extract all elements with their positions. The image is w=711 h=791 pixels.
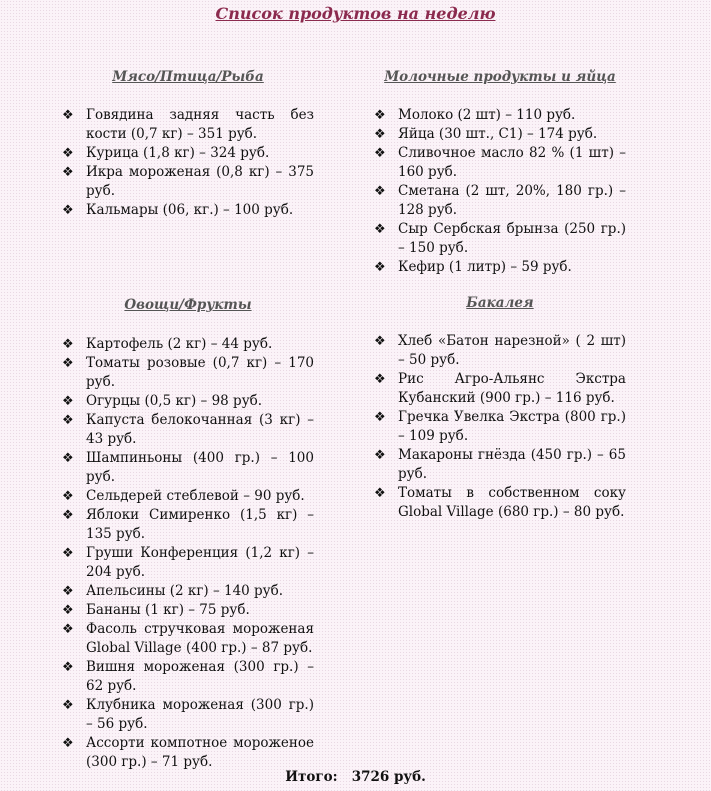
- diamond-bullet-icon: ❖: [374, 334, 386, 349]
- list-item: [62, 620, 314, 658]
- section-heading-dairy: Молочные продукты и яйца: [384, 69, 616, 85]
- list-item-text: Картофель (2 кг) – 44 руб.: [86, 336, 273, 352]
- diamond-bullet-icon: ❖: [374, 222, 386, 237]
- list-item-text: Яйца (30 шт., С1) – 174 руб.: [398, 126, 598, 142]
- list-item-text: Икра мороженая (0,8 кг) – 375 руб.: [86, 164, 314, 199]
- list-item: [62, 392, 314, 411]
- list-item-text: Томаты розовые (0,7 кг) – 170 руб.: [86, 355, 314, 390]
- diamond-bullet-icon: ❖: [374, 486, 386, 501]
- list-item-text: Гречка Увелка Экстра (800 гр.) – 109 руб.: [398, 409, 626, 444]
- diamond-bullet-icon: ❖: [374, 184, 386, 199]
- list-item: [374, 484, 626, 522]
- diamond-bullet-icon: ❖: [62, 546, 74, 561]
- list-item: [62, 658, 314, 696]
- list-item: [374, 182, 626, 220]
- diamond-bullet-icon: ❖: [62, 394, 74, 409]
- diamond-bullet-icon: ❖: [62, 203, 74, 218]
- list-item-text: Клубника мороженая (300 гр.) – 56 руб.: [86, 697, 314, 732]
- section-dairy: [374, 69, 626, 275]
- list-item: [62, 335, 314, 354]
- list-item: [62, 582, 314, 601]
- list-item: [374, 258, 626, 277]
- list-item-text: Кефир (1 литр) – 59 руб.: [398, 259, 572, 275]
- item-list-vegetables: [62, 335, 314, 772]
- list-item-text: Сельдерей стеблевой – 90 руб.: [86, 488, 305, 504]
- diamond-bullet-icon: ❖: [62, 660, 74, 675]
- list-item-text: Бананы (1 кг) – 75 руб.: [86, 602, 250, 618]
- list-item-text: Томаты в собственном соку Global Village (680 гр.) – 80 руб.: [398, 485, 626, 520]
- list-item: [62, 449, 314, 487]
- list-item: [62, 163, 314, 201]
- section-meat: [62, 69, 314, 218]
- diamond-bullet-icon: ❖: [374, 448, 386, 463]
- section-heading-grocery: Бакалея: [466, 295, 534, 311]
- diamond-bullet-icon: ❖: [62, 451, 74, 466]
- section-heading-meat: Мясо/Птица/Рыба: [112, 69, 264, 85]
- section-grocery: [374, 295, 626, 520]
- item-list-meat: [62, 106, 314, 220]
- diamond-bullet-icon: ❖: [62, 698, 74, 713]
- diamond-bullet-icon: ❖: [374, 410, 386, 425]
- diamond-bullet-icon: ❖: [62, 108, 74, 123]
- list-item-text: Рис Агро-Альянс Экстра Кубанский (900 гр.) – 116 руб.: [398, 371, 626, 406]
- list-item: [62, 411, 314, 449]
- diamond-bullet-icon: ❖: [374, 260, 386, 275]
- diamond-bullet-icon: ❖: [62, 603, 74, 618]
- diamond-bullet-icon: ❖: [62, 508, 74, 523]
- list-item: [62, 106, 314, 144]
- diamond-bullet-icon: ❖: [374, 127, 386, 142]
- list-item-text: Груши Конференция (1,2 кг) – 204 руб.: [86, 545, 314, 580]
- section-vegetables: [62, 297, 314, 770]
- list-item: [62, 201, 314, 220]
- section-heading-vegetables: Овощи/Фрукты: [124, 297, 252, 313]
- list-item: [62, 696, 314, 734]
- list-item: [62, 506, 314, 544]
- item-list-dairy: [374, 106, 626, 277]
- total-line: [0, 769, 711, 785]
- list-item-text: Ассорти компотное мороженое (300 гр.) – 71 руб.: [86, 735, 314, 770]
- diamond-bullet-icon: ❖: [374, 146, 386, 161]
- list-item: [62, 487, 314, 506]
- list-item-text: Хлеб «Батон нарезной» ( 2 шт) – 50 руб.: [398, 333, 626, 368]
- list-item-text: Яблоки Симиренко (1,5 кг) – 135 руб.: [86, 507, 314, 542]
- diamond-bullet-icon: ❖: [62, 489, 74, 504]
- list-item: [62, 144, 314, 163]
- diamond-bullet-icon: ❖: [62, 356, 74, 371]
- list-item: [62, 601, 314, 620]
- diamond-bullet-icon: ❖: [62, 413, 74, 428]
- total-label: Итого:: [285, 769, 338, 785]
- list-item-text: Апельсины (2 кг) – 140 руб.: [86, 583, 284, 599]
- list-item-text: Кальмары (06, кг.) – 100 руб.: [86, 202, 294, 218]
- list-item: [374, 370, 626, 408]
- list-item-text: Фасоль стручковая мороженая Global Village (400 гр.) – 87 руб.: [86, 621, 314, 656]
- list-item: [374, 125, 626, 144]
- list-item-text: Молоко (2 шт) – 110 руб.: [398, 107, 576, 123]
- list-item-text: Говядина задняя часть без кости (0,7 кг) – 351 руб.: [86, 107, 314, 142]
- diamond-bullet-icon: ❖: [374, 372, 386, 387]
- list-item: [62, 734, 314, 772]
- page-title: Список продуктов на неделю: [215, 4, 496, 23]
- list-item-text: Шампиньоны (400 гр.) – 100 руб.: [86, 450, 314, 485]
- list-item: [374, 220, 626, 258]
- item-list-grocery: [374, 332, 626, 522]
- diamond-bullet-icon: ❖: [62, 337, 74, 352]
- list-item-text: Макароны гнёзда (450 гр.) – 65 руб.: [398, 447, 626, 482]
- diamond-bullet-icon: ❖: [62, 622, 74, 637]
- list-item-text: Огурцы (0,5 кг) – 98 руб.: [86, 393, 263, 409]
- list-item-text: Сыр Сербская брынза (250 гр.) – 150 руб.: [398, 221, 626, 256]
- diamond-bullet-icon: ❖: [374, 108, 386, 123]
- list-item-text: Курица (1,8 кг) – 324 руб.: [86, 145, 270, 161]
- diamond-bullet-icon: ❖: [62, 165, 74, 180]
- list-item-text: Капуста белокочанная (3 кг) – 43 руб.: [86, 412, 314, 447]
- list-item: [62, 544, 314, 582]
- diamond-bullet-icon: ❖: [62, 736, 74, 751]
- list-item: [374, 408, 626, 446]
- list-item: [62, 354, 314, 392]
- list-item-text: Вишня мороженая (300 гр.) – 62 руб.: [86, 659, 314, 694]
- total-value: 3726 руб.: [351, 769, 426, 785]
- list-item: [374, 106, 626, 125]
- diamond-bullet-icon: ❖: [62, 146, 74, 161]
- list-item: [374, 446, 626, 484]
- list-item-text: Сметана (2 шт, 20%, 180 гр.) – 128 руб.: [398, 183, 626, 218]
- list-item: [374, 332, 626, 370]
- list-item: [374, 144, 626, 182]
- diamond-bullet-icon: ❖: [62, 584, 74, 599]
- list-item-text: Сливочное масло 82 % (1 шт) – 160 руб.: [398, 145, 626, 180]
